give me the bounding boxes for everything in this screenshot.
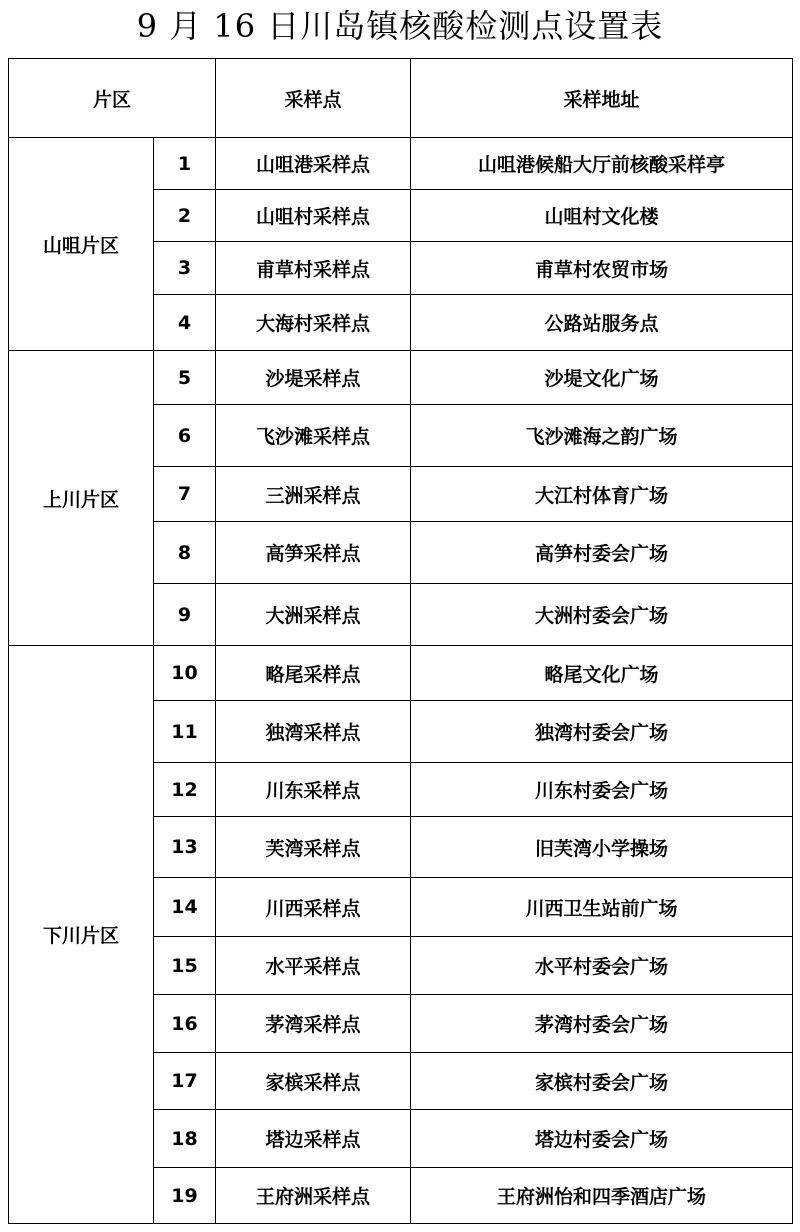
row-number-cell: 11 xyxy=(154,701,216,763)
address-cell: 略尾文化广场 xyxy=(411,646,793,701)
row-number-cell: 16 xyxy=(154,995,216,1053)
site-name-cell: 王府洲采样点 xyxy=(216,1168,411,1224)
address-cell: 王府洲怡和四季酒店广场 xyxy=(411,1168,793,1224)
site-name-cell: 略尾采样点 xyxy=(216,646,411,701)
address-cell: 家槟村委会广场 xyxy=(411,1053,793,1110)
sampling-site-table xyxy=(8,58,793,1224)
address-cell: 旧芙湾小学操场 xyxy=(411,817,793,878)
site-name-cell: 川西采样点 xyxy=(216,878,411,937)
row-number-cell: 9 xyxy=(154,584,216,646)
address-cell: 独湾村委会广场 xyxy=(411,701,793,763)
address-cell: 山咀村文化楼 xyxy=(411,190,793,242)
header-address: 采样地址 xyxy=(411,59,793,138)
site-name-cell: 川东采样点 xyxy=(216,763,411,817)
row-number-cell: 5 xyxy=(154,351,216,405)
row-number-cell: 14 xyxy=(154,878,216,937)
table-row xyxy=(9,646,793,701)
row-number-cell: 19 xyxy=(154,1168,216,1224)
row-number-cell: 13 xyxy=(154,817,216,878)
site-name-cell: 塔边采样点 xyxy=(216,1110,411,1168)
address-cell: 飞沙滩海之韵广场 xyxy=(411,405,793,467)
header-district: 片区 xyxy=(9,59,216,138)
row-number-cell: 15 xyxy=(154,937,216,995)
site-name-cell: 山咀港采样点 xyxy=(216,138,411,190)
row-number-cell: 6 xyxy=(154,405,216,467)
address-cell: 大洲村委会广场 xyxy=(411,584,793,646)
table-row xyxy=(9,138,793,190)
table-header-row xyxy=(9,59,793,138)
site-name-cell: 大海村采样点 xyxy=(216,295,411,351)
row-number-cell: 1 xyxy=(154,138,216,190)
district-cell: 山咀片区 xyxy=(9,138,154,351)
site-name-cell: 大洲采样点 xyxy=(216,584,411,646)
row-number-cell: 3 xyxy=(154,242,216,295)
site-name-cell: 甫草村采样点 xyxy=(216,242,411,295)
address-cell: 大江村体育广场 xyxy=(411,467,793,522)
address-cell: 川东村委会广场 xyxy=(411,763,793,817)
row-number-cell: 17 xyxy=(154,1053,216,1110)
district-cell: 上川片区 xyxy=(9,351,154,646)
site-name-cell: 三洲采样点 xyxy=(216,467,411,522)
address-cell: 高笋村委会广场 xyxy=(411,522,793,584)
site-name-cell: 沙堤采样点 xyxy=(216,351,411,405)
district-cell: 下川片区 xyxy=(9,646,154,1224)
row-number-cell: 2 xyxy=(154,190,216,242)
site-name-cell: 水平采样点 xyxy=(216,937,411,995)
address-cell: 川西卫生站前广场 xyxy=(411,878,793,937)
address-cell: 公路站服务点 xyxy=(411,295,793,351)
page-title: 9 月 16 日川岛镇核酸检测点设置表 xyxy=(136,7,664,45)
site-name-cell: 芙湾采样点 xyxy=(216,817,411,878)
row-number-cell: 10 xyxy=(154,646,216,701)
row-number-cell: 12 xyxy=(154,763,216,817)
address-cell: 甫草村农贸市场 xyxy=(411,242,793,295)
address-cell: 沙堤文化广场 xyxy=(411,351,793,405)
header-site: 采样点 xyxy=(216,59,411,138)
row-number-cell: 8 xyxy=(154,522,216,584)
site-name-cell: 茅湾采样点 xyxy=(216,995,411,1053)
address-cell: 塔边村委会广场 xyxy=(411,1110,793,1168)
site-name-cell: 高笋采样点 xyxy=(216,522,411,584)
table-row xyxy=(9,351,793,405)
row-number-cell: 18 xyxy=(154,1110,216,1168)
address-cell: 水平村委会广场 xyxy=(411,937,793,995)
row-number-cell: 7 xyxy=(154,467,216,522)
address-cell: 山咀港候船大厅前核酸采样亭 xyxy=(411,138,793,190)
table-body xyxy=(9,138,793,1224)
site-name-cell: 家槟采样点 xyxy=(216,1053,411,1110)
address-cell: 茅湾村委会广场 xyxy=(411,995,793,1053)
site-name-cell: 飞沙滩采样点 xyxy=(216,405,411,467)
site-name-cell: 独湾采样点 xyxy=(216,701,411,763)
row-number-cell: 4 xyxy=(154,295,216,351)
site-name-cell: 山咀村采样点 xyxy=(216,190,411,242)
